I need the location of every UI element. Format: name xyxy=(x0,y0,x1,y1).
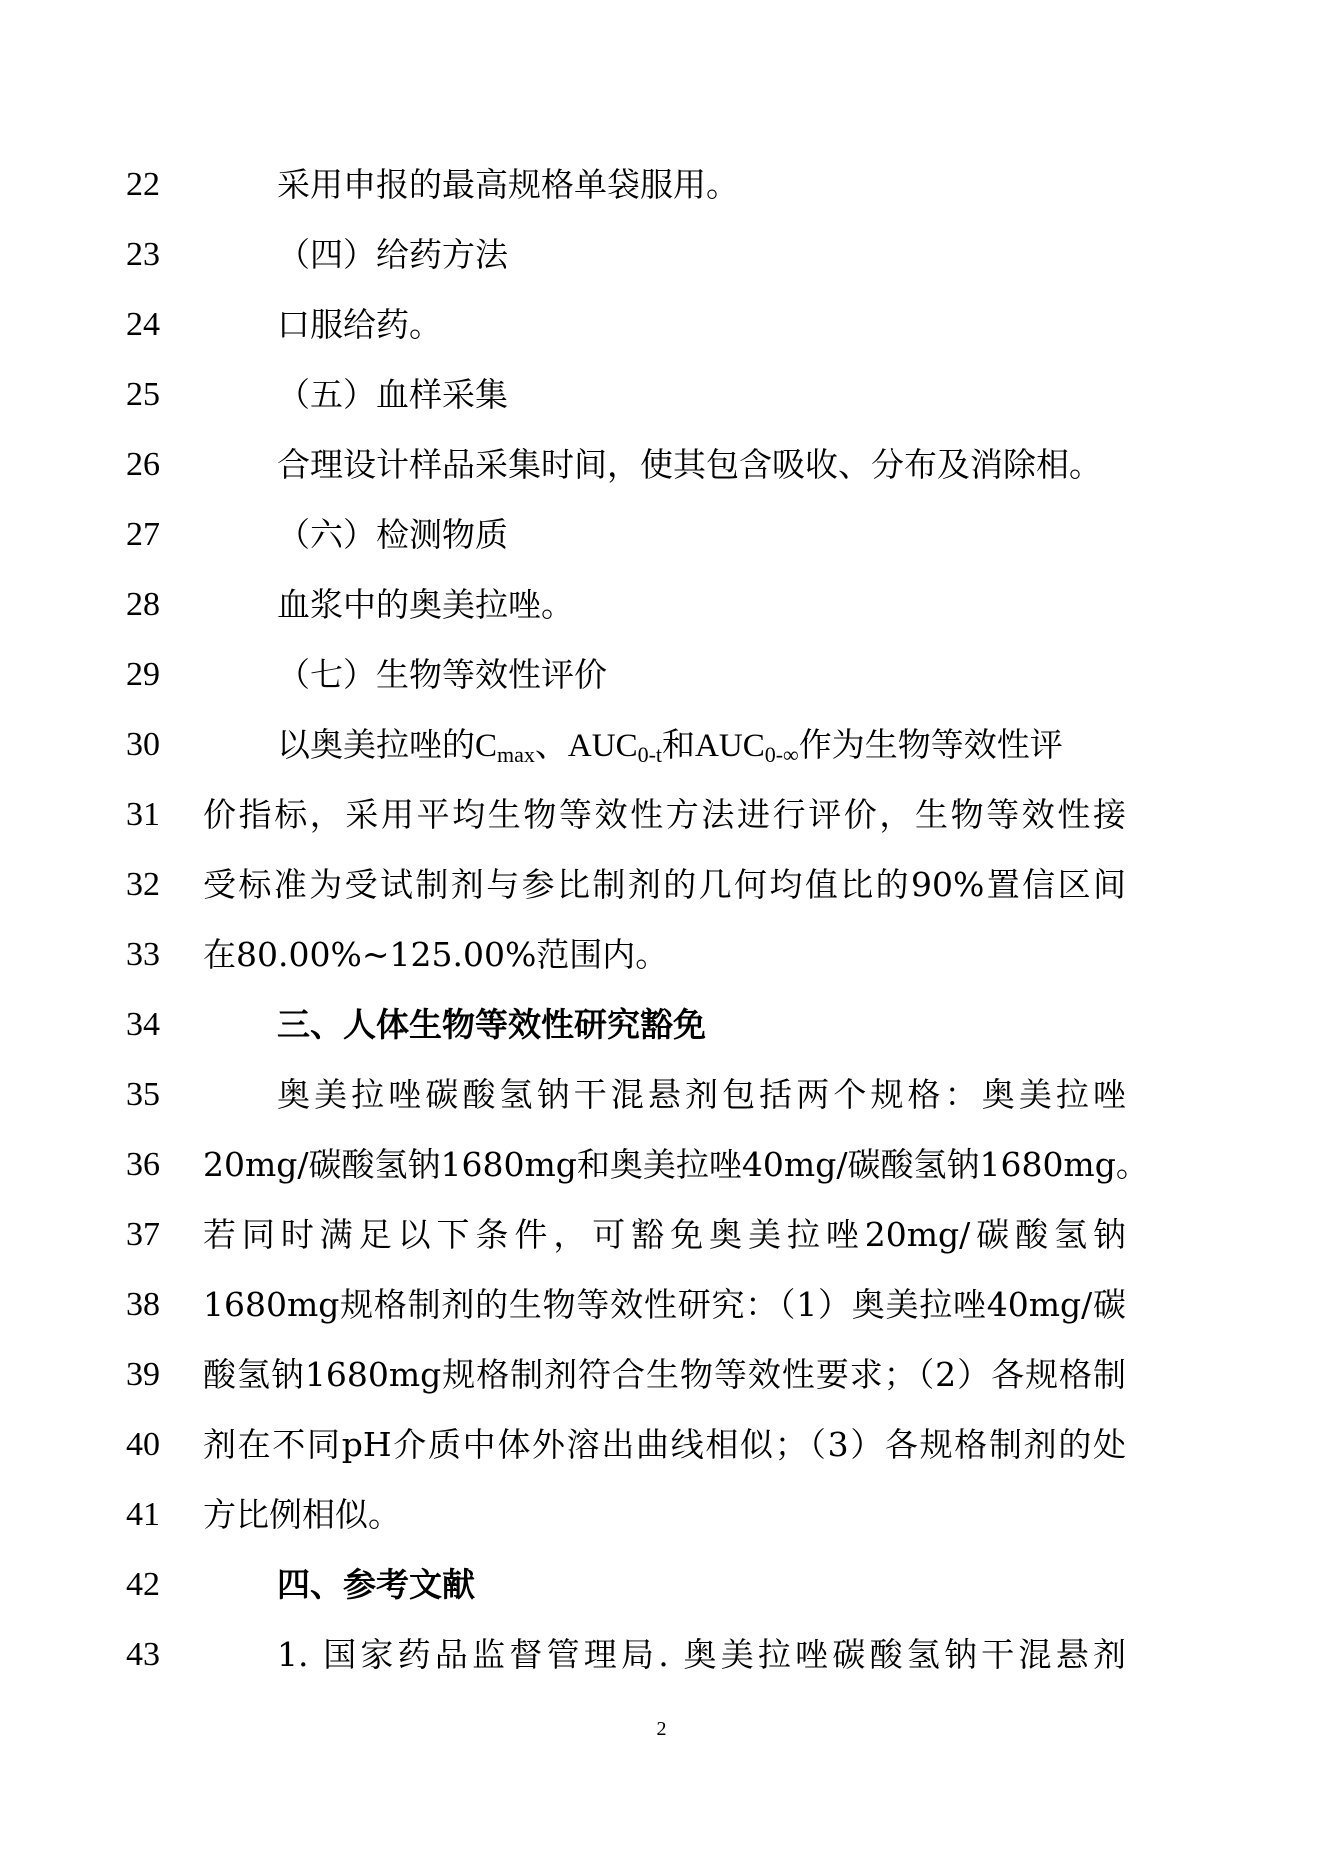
text-segment: 作为生物等效性评 xyxy=(798,725,1063,764)
body-text: 口服给药。 xyxy=(277,305,442,344)
body-text: 价指标，采用平均生物等效性方法进行评价，生物等效性接 xyxy=(203,795,1126,834)
section-heading: 四、参考文献 xyxy=(277,1565,475,1604)
body-text: 酸氢钠1680mg规格制剂符合生物等效性要求；（2）各规格制 xyxy=(203,1355,1126,1394)
line-number: 29 xyxy=(126,656,160,693)
body-text: 剂在不同pH介质中体外溶出曲线相似；（3）各规格制剂的处 xyxy=(203,1425,1126,1464)
page-number: 2 xyxy=(656,1718,667,1740)
body-text: 20mg/碳酸氢钠1680mg和奥美拉唑40mg/碳酸氢钠1680mg。 xyxy=(203,1145,1149,1184)
line-number: 32 xyxy=(126,866,160,903)
text-segment: 、 xyxy=(534,725,568,764)
section-subheading: （七）生物等效性评价 xyxy=(277,655,607,694)
line-number: 37 xyxy=(126,1216,160,1253)
line-number: 24 xyxy=(126,306,160,343)
line-number: 31 xyxy=(126,796,160,833)
line-number: 33 xyxy=(126,936,160,973)
text-segment: AUC xyxy=(695,728,765,764)
text-segment: 和 xyxy=(662,725,696,764)
line-number: 28 xyxy=(126,586,160,623)
body-text-with-subscripts xyxy=(277,725,1063,775)
body-text: 若同时满足以下条件，可豁免奥美拉唑20mg/碳酸氢钠 xyxy=(203,1215,1126,1254)
line-number: 25 xyxy=(126,376,160,413)
body-text: 奥美拉唑碳酸氢钠干混悬剂包括两个规格：奥美拉唑 xyxy=(277,1075,1126,1114)
reference-entry: 1. 国家药品监督管理局. 奥美拉唑碳酸氢钠干混悬剂 xyxy=(277,1635,1126,1674)
line-number: 42 xyxy=(126,1566,160,1603)
body-text: 血浆中的奥美拉唑。 xyxy=(277,585,574,624)
line-number: 26 xyxy=(126,446,160,483)
line-number: 35 xyxy=(126,1076,160,1113)
line-number: 38 xyxy=(126,1286,160,1323)
line-number: 22 xyxy=(126,166,160,203)
body-text: 受标准为受试制剂与参比制剂的几何均值比的90%置信区间 xyxy=(203,865,1126,904)
body-text: 在80.00%~125.00%范围内。 xyxy=(203,935,669,974)
line-number: 27 xyxy=(126,516,160,553)
body-text: 方比例相似。 xyxy=(203,1495,401,1534)
line-number: 43 xyxy=(126,1636,160,1673)
line-number: 23 xyxy=(126,236,160,273)
subscript: 0-∞ xyxy=(764,742,799,767)
line-number: 30 xyxy=(126,726,160,763)
line-number: 39 xyxy=(126,1356,160,1393)
text-segment: C xyxy=(475,728,498,764)
text-segment: 以奥美拉唑的 xyxy=(277,725,475,764)
body-text: 1680mg规格制剂的生物等效性研究：（1）奥美拉唑40mg/碳 xyxy=(203,1285,1126,1324)
subscript: 0-t xyxy=(637,742,663,767)
section-subheading: （六）检测物质 xyxy=(277,515,508,554)
section-subheading: （五）血样采集 xyxy=(277,375,508,414)
line-number: 40 xyxy=(126,1426,160,1463)
subscript: max xyxy=(497,742,535,767)
section-subheading: （四）给药方法 xyxy=(277,235,508,274)
line-number: 41 xyxy=(126,1496,160,1533)
line-number: 36 xyxy=(126,1146,160,1183)
body-text: 采用申报的最高规格单袋服用。 xyxy=(277,165,739,204)
text-segment: AUC xyxy=(567,728,638,764)
section-heading: 三、人体生物等效性研究豁免 xyxy=(277,1005,706,1044)
line-number: 34 xyxy=(126,1006,160,1043)
body-text: 合理设计样品采集时间，使其包含吸收、分布及消除相。 xyxy=(277,445,1102,484)
